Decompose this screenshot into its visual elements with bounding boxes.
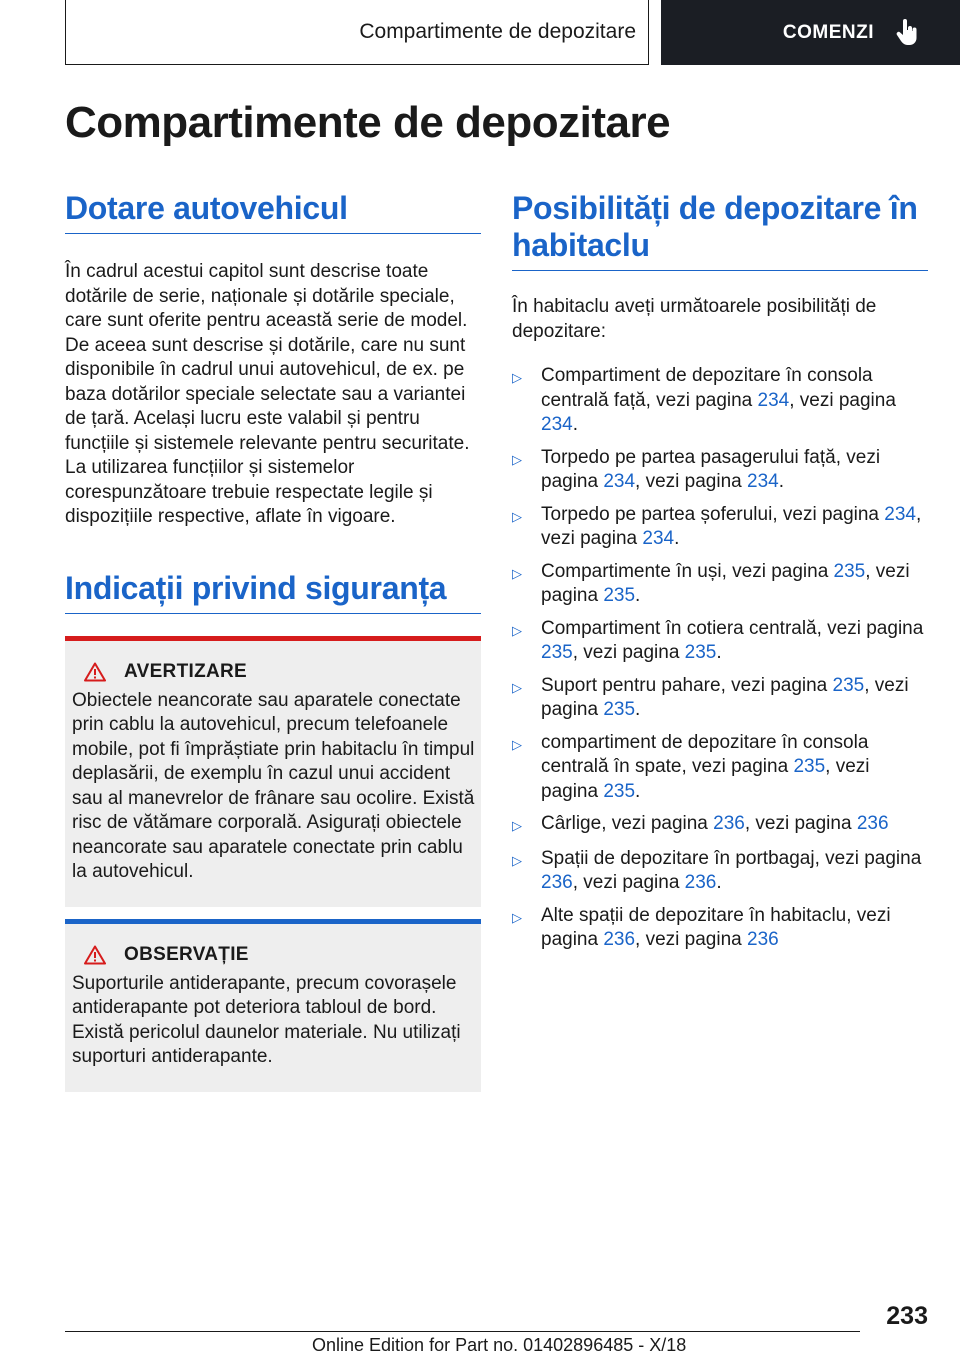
triangle-bullet-icon: ▷ <box>512 565 522 581</box>
warning-label: AVERTIZARE <box>124 660 247 682</box>
page-link[interactable]: 235 <box>603 699 636 720</box>
right-column <box>512 190 928 961</box>
list-item: ▷ Cârlige, vezi pagina 236, vezi pagina 236 <box>512 812 928 839</box>
page-link[interactable]: 235 <box>603 585 636 606</box>
page-link[interactable]: 234 <box>642 528 675 549</box>
page-link[interactable]: 236 <box>541 872 573 893</box>
storage-list <box>512 364 928 953</box>
triangle-bullet-icon: ▷ <box>512 736 522 752</box>
list-item: ▷ Spații de depozitare în portbagaj, vezi pagina 236, vezi pagina 236. <box>512 847 928 896</box>
header-section-tab[interactable] <box>65 0 649 65</box>
page-link[interactable]: 235 <box>793 756 826 777</box>
heading-equipment: Dotare autovehicul <box>65 190 481 234</box>
list-item: ▷ Torpedo pe partea șoferului, vezi pagina 234, vezi pagina 234. <box>512 503 928 552</box>
header-section-label: Compartimente de depozitare <box>359 20 636 43</box>
list-item: ▷ Compartiment de depozitare în consola centrală față, vezi pagina 234, vezi pagina 234. <box>512 364 928 438</box>
pointing-hand-icon <box>896 19 920 47</box>
page-link[interactable]: 236 <box>684 872 717 893</box>
note-text: Suporturile antiderapante, precum covorașele antiderapante pot deteriora tabloul de bord. Există pericolul daunelor materiale. Nu utilizați suporturi antiderapante. <box>72 972 461 1067</box>
heading-safety: Indicații privind siguranța <box>65 570 481 614</box>
note-label: OBSERVAȚIE <box>124 943 249 965</box>
warning-triangle-icon <box>84 662 106 682</box>
note-box <box>65 919 481 1092</box>
page-link[interactable]: 234 <box>603 471 636 492</box>
page-link[interactable]: 235 <box>833 560 866 582</box>
page-link[interactable]: 234 <box>757 389 790 411</box>
triangle-bullet-icon: ▷ <box>512 679 522 695</box>
warning-text: Obiectele neancorate sau aparatele conectate prin cablu la autovehicul, precum telefoanele mobile, pot fi împrăștiate prin habitaclu în timpul deplasării, de exemplu în cazul unui accident sau al manevrelor de frânare sau ocolire. Există risc de vătămare corporală. Asigurați obiectele neancorate sau aparatele conectate prin cablu la autovehicul. <box>72 689 475 882</box>
page-link[interactable]: 234 <box>884 503 916 525</box>
list-item: ▷ compartiment de depozitare în consola centrală în spate, vezi pagina 235, vezi pagina 235. <box>512 731 928 805</box>
triangle-bullet-icon: ▷ <box>512 370 522 385</box>
footer-edition: Online Edition for Part no. 01402896485 - X/18 <box>312 1335 687 1355</box>
page-link[interactable]: 235 <box>832 674 865 696</box>
left-column <box>65 190 481 1092</box>
heading-storage: Posibilități de depozitare în habitaclu <box>512 190 928 271</box>
header-chapter-tab[interactable] <box>661 0 960 65</box>
list-item: ▷ Suport pentru pahare, vezi pagina 235, vezi pagina 235. <box>512 674 928 723</box>
header-chapter-label: COMENZI <box>782 21 874 43</box>
triangle-bullet-icon: ▷ <box>512 508 522 524</box>
page-link[interactable]: 235 <box>541 642 573 663</box>
page-link[interactable]: 236 <box>713 813 745 834</box>
storage-intro: În habitaclu aveți următoarele posibilități de depozitare: <box>512 296 877 342</box>
triangle-bullet-icon: ▷ <box>512 909 522 925</box>
page-link[interactable]: 235 <box>684 642 717 663</box>
list-item: ▷ Compartimente în uși, vezi pagina 235, vezi pagina 235. <box>512 560 928 609</box>
warning-triangle-icon <box>84 945 106 965</box>
footer-divider <box>65 1331 860 1332</box>
page-link[interactable]: 235 <box>603 780 636 802</box>
page-link[interactable]: 236 <box>856 813 889 834</box>
page-link[interactable]: 236 <box>747 929 779 950</box>
page-link[interactable]: 236 <box>603 929 636 950</box>
triangle-bullet-icon: ▷ <box>512 852 522 868</box>
page-link[interactable]: 234 <box>541 414 573 435</box>
page-link[interactable]: 234 <box>747 471 779 492</box>
page-title: Compartimente de depozitare <box>65 98 671 147</box>
triangle-bullet-icon: ▷ <box>512 451 522 467</box>
list-item: ▷ Torpedo pe partea pasagerului față, vezi pagina 234, vezi pagina 234. <box>512 446 928 495</box>
equipment-text: În cadrul acestui capitol sunt descrise toate dotările de serie, naționale și dotările speciale, care sunt oferite pentru această serie de model. De aceea sunt descrise și dotările, care nu sunt disponibile în cadrul unui autovehicul, de ex. pe baza dotărilor speciale selectate sau a variantei de țară. Același lucru este valabil și pentru funcțiile și sistemele relevante pentru securitate. La utilizarea funcțiilor și sistemelor corespunzătoare trebuie respectate legile și dispozițiile respective, aflate în vigoare. <box>65 261 470 527</box>
list-item: ▷ Compartiment în cotiera centrală, vezi pagina 235, vezi pagina 235. <box>512 617 928 666</box>
warning-box <box>65 636 481 907</box>
triangle-bullet-icon: ▷ <box>512 818 522 833</box>
triangle-bullet-icon: ▷ <box>512 622 522 638</box>
page-number: 233 <box>886 1302 928 1330</box>
list-item: ▷ Alte spații de depozitare în habitaclu, vezi pagina 236, vezi pagina 236 <box>512 904 928 953</box>
